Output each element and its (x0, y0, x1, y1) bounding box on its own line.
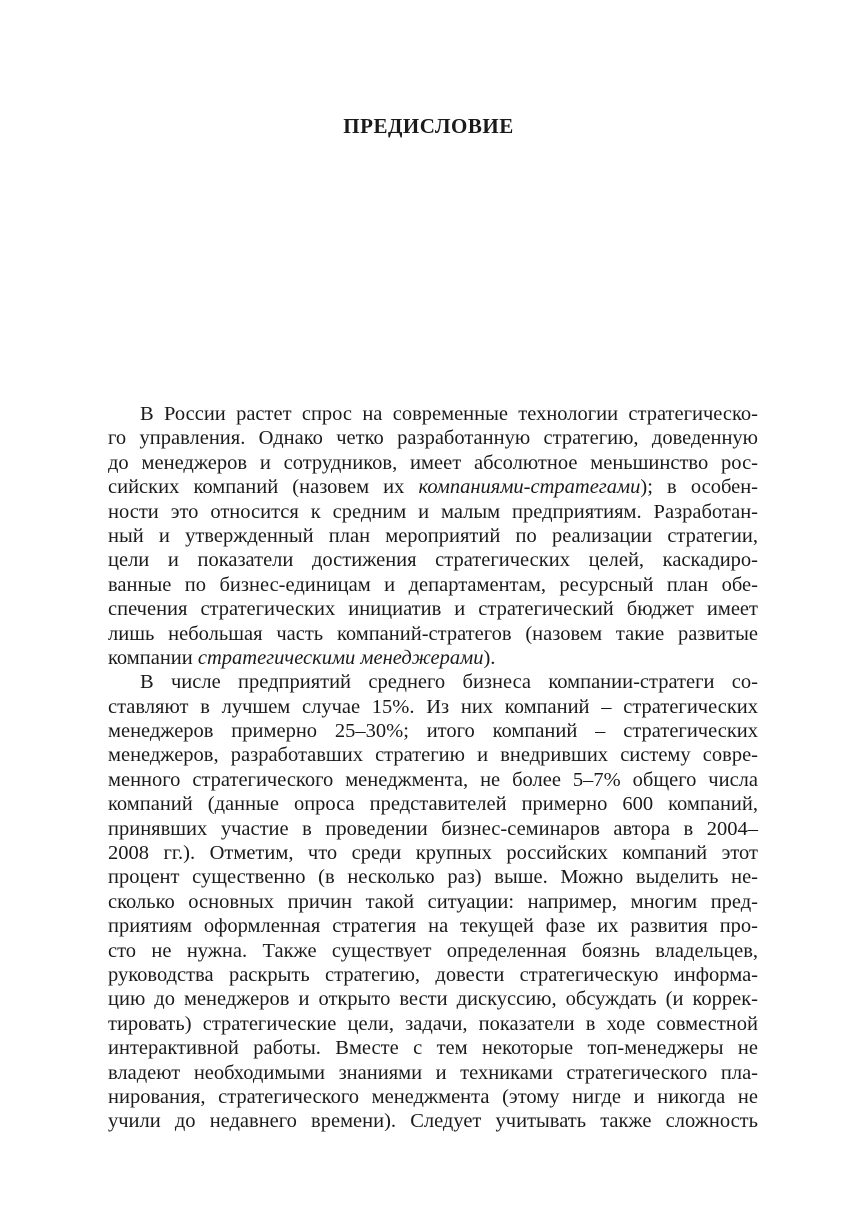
text-line: В числе предприятий среднего бизнеса компании-стратеги со- (140, 671, 758, 694)
text-line: цию до менеджеров и открыто вести дискуссию, обсуждать (и коррек- (108, 988, 758, 1011)
text-line: процент существенно (в несколько раз) выше. Можно выделить не- (108, 866, 758, 889)
text-line: руководства раскрыть стратегию, довести стратегическую информа- (108, 963, 758, 986)
text-line: компаний (данные опроса представителей примерно 600 компаний, (108, 793, 758, 816)
text-line: ставляют в лучшем случае 15%. Из них компаний – стратегических (108, 695, 758, 718)
text-line: до менеджеров и сотрудников, имеет абсолютное меньшинство рос- (108, 451, 758, 474)
text-line: ный и утвержденный план мероприятий по реализации стратегии, (108, 524, 758, 547)
text-line: владеют необходимыми знаниями и техниками стратегического пла- (108, 1061, 758, 1084)
text-line: учили до недавнего времени). Следует учитывать также сложность (108, 1110, 758, 1133)
text-line: В России растет спрос на современные технологии стратегическо- (140, 403, 758, 425)
text-line: менного стратегического менеджмента, не более 5–7% общего числа (108, 768, 758, 791)
text-line: нирования, стратегического менеджмента (этому нигде и никогда не (108, 1085, 758, 1108)
text-line: го управления. Однако четко разработанную стратегию, доведенную (108, 427, 758, 450)
text-line: приятиям оформленная стратегия на текущей фазе их развития про- (108, 915, 758, 938)
text-line: компании стратегическими менеджерами). (108, 646, 496, 669)
page-title: ПРЕДИСЛОВИЕ (343, 114, 514, 138)
text-line: интерактивной работы. Вместе с тем некоторые топ-менеджеры не (108, 1037, 758, 1060)
text-line: сийских компаний (назовем их компаниями-стратегами); в особен- (108, 476, 759, 499)
body-text (108, 402, 758, 1134)
text-line: менеджеров, разработавших стратегию и внедривших систему совре- (108, 744, 758, 767)
text-line: цели и показатели достижения стратегических целей, каскадиро- (108, 549, 758, 572)
text-line: ванные по бизнес-единицам и департаментам, ресурсный план обе- (108, 573, 758, 596)
text-line: спечения стратегических инициатив и стратегический бюджет имеет (108, 598, 758, 621)
text-line: менеджеров примерно 25–30%; итого компаний – стратегических (108, 720, 758, 743)
text-line: тировать) стратегические цели, задачи, показатели в ходе совместной (108, 1012, 758, 1035)
text-line: сколько основных причин такой ситуации: например, многим пред- (108, 890, 758, 913)
text-line: лишь небольшая часть компаний-стратегов (назовем такие развитые (108, 622, 758, 645)
italic-term: компаниями-стратегами (418, 476, 641, 499)
text-line: сто не нужна. Также существует определенная боязнь владельцев, (108, 939, 758, 962)
text-line: ности это относится к средним и малым предприятиям. Разработан- (108, 500, 758, 523)
paragraph (108, 670, 758, 1133)
text-line: принявших участие в проведении бизнес-семинаров автора в 2004– (108, 817, 758, 840)
text-line: 2008 гг.). Отметим, что среди крупных российских компаний этот (108, 842, 758, 865)
italic-term: стратегическими менеджерами (197, 646, 484, 669)
paragraph (108, 402, 758, 670)
